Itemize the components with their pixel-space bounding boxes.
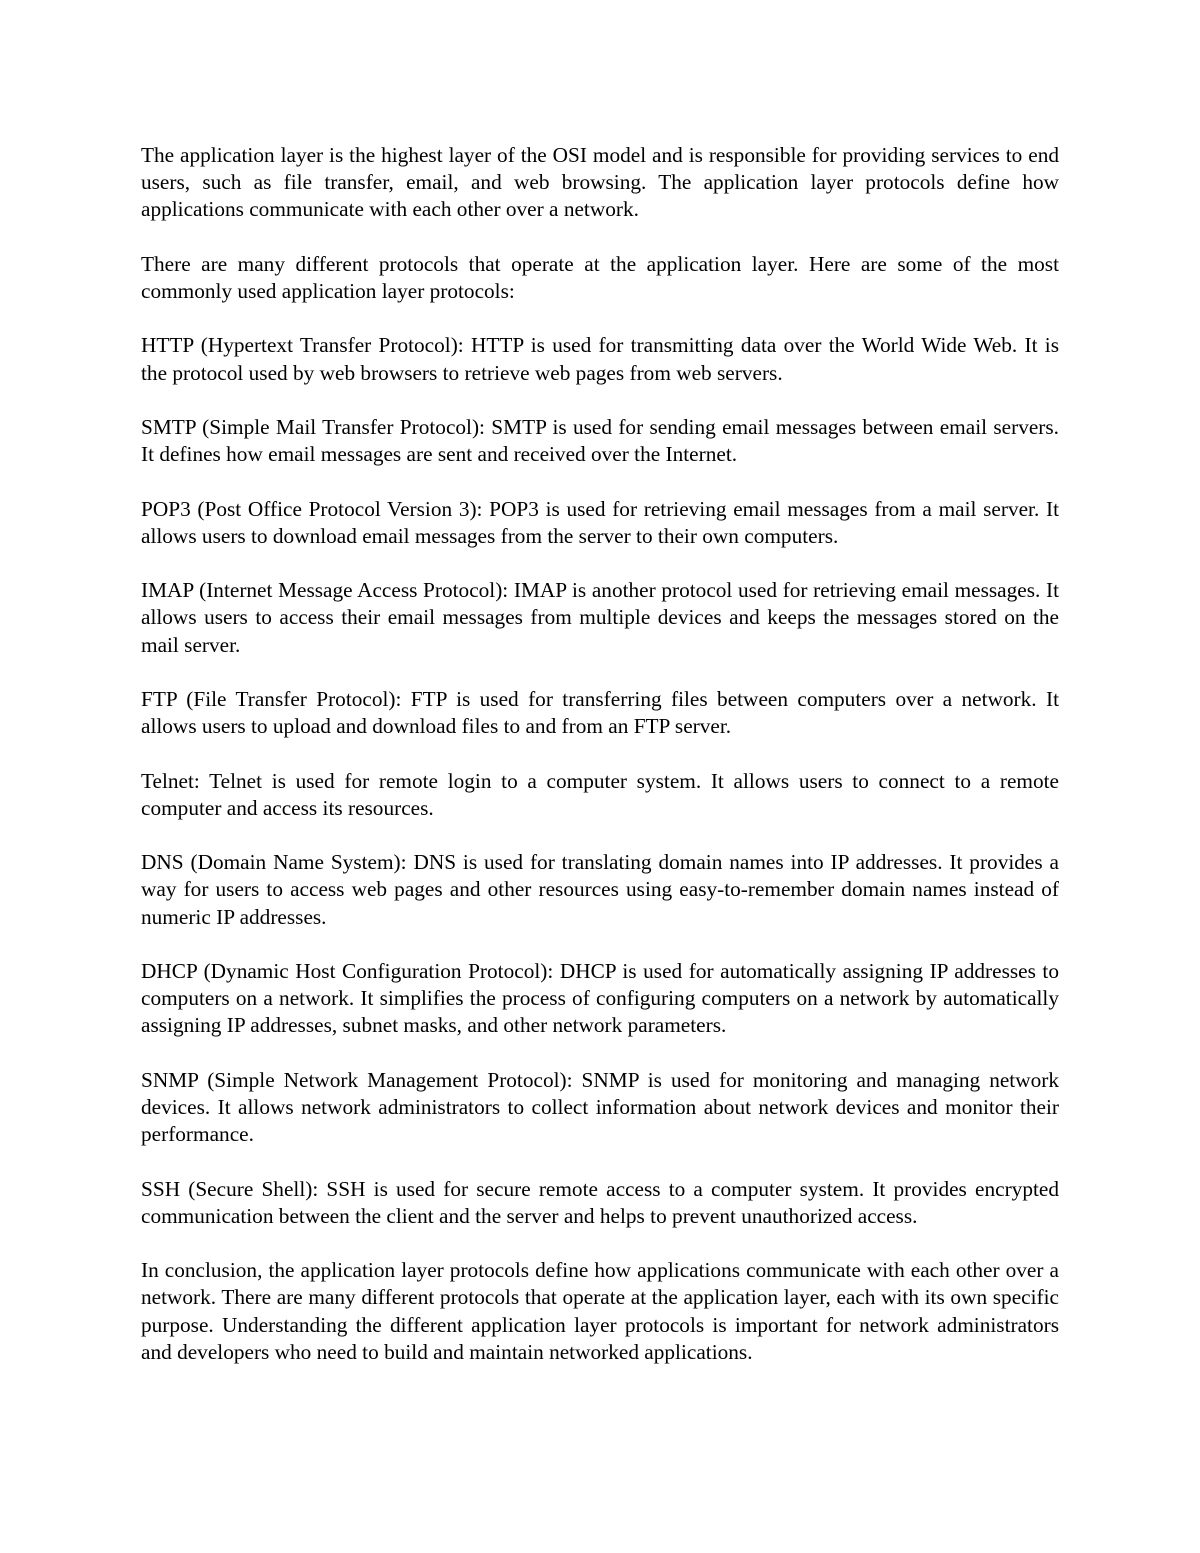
paragraph-imap: IMAP (Internet Message Access Protocol): IMAP is another protocol used for retrieving email messages. It allows users to access their email messages from multiple devices and keeps the messages stored on the mail server. [141,578,1059,657]
paragraph-ftp: FTP (File Transfer Protocol): FTP is used for transferring files between computers over a network. It allows users to upload and download files to and from an FTP server. [141,686,1059,739]
paragraph-http: HTTP (Hypertext Transfer Protocol): HTTP is used for transmitting data over the World Wide Web. It is the protocol used by web browsers to retrieve web pages from web servers. [141,333,1059,385]
document-body [141,142,1059,1366]
paragraph-conclusion: In conclusion, the application layer protocols define how applications communicate with each other over a network. There are many different protocols that operate at the application layer, each with its own specific purpose. Understanding the different application layer protocols is important for network administrators and developers who need to build and maintain networked applications. [141,1258,1059,1364]
paragraph-dhcp: DHCP (Dynamic Host Configuration Protocol): DHCP is used for automatically assigning IP addresses to computers on a network. It simplifies the process of configuring computers on a network by automatically assigning IP addresses, subnet masks, and other network parameters. [141,958,1059,1038]
paragraph-snmp: SNMP (Simple Network Management Protocol): SNMP is used for monitoring and managing network devices. It allows network administrators to collect information about network devices and monitor their performance. [141,1067,1059,1147]
paragraph-smtp: SMTP (Simple Mail Transfer Protocol): SMTP is used for sending email messages between email servers. It defines how email messages are sent and received over the Internet. [141,414,1059,467]
paragraph-pop3: POP3 (Post Office Protocol Version 3): POP3 is used for retrieving email messages from a mail server. It allows users to download email messages from the server to their own computers. [141,496,1059,548]
paragraph-protocols-overview: There are many different protocols that operate at the application layer. Here are some of the most commonly used application layer protocols: [141,251,1059,303]
paragraph-ssh: SSH (Secure Shell): SSH is used for secure remote access to a computer system. It provides encrypted communication between the client and the server and helps to prevent unauthorized access. [141,1176,1059,1228]
paragraph-telnet: Telnet: Telnet is used for remote login to a computer system. It allows users to connect to a remote computer and access its resources. [141,768,1059,820]
paragraph-dns: DNS (Domain Name System): DNS is used for translating domain names into IP addresses. It provides a way for users to access web pages and other resources using easy-to-remember domain names instead of numeric IP addresses. [141,850,1059,929]
paragraph-intro: The application layer is the highest layer of the OSI model and is responsible for providing services to end users, such as file transfer, email, and web browsing. The application layer protocols define how applications communicate with each other over a network. [141,143,1059,222]
